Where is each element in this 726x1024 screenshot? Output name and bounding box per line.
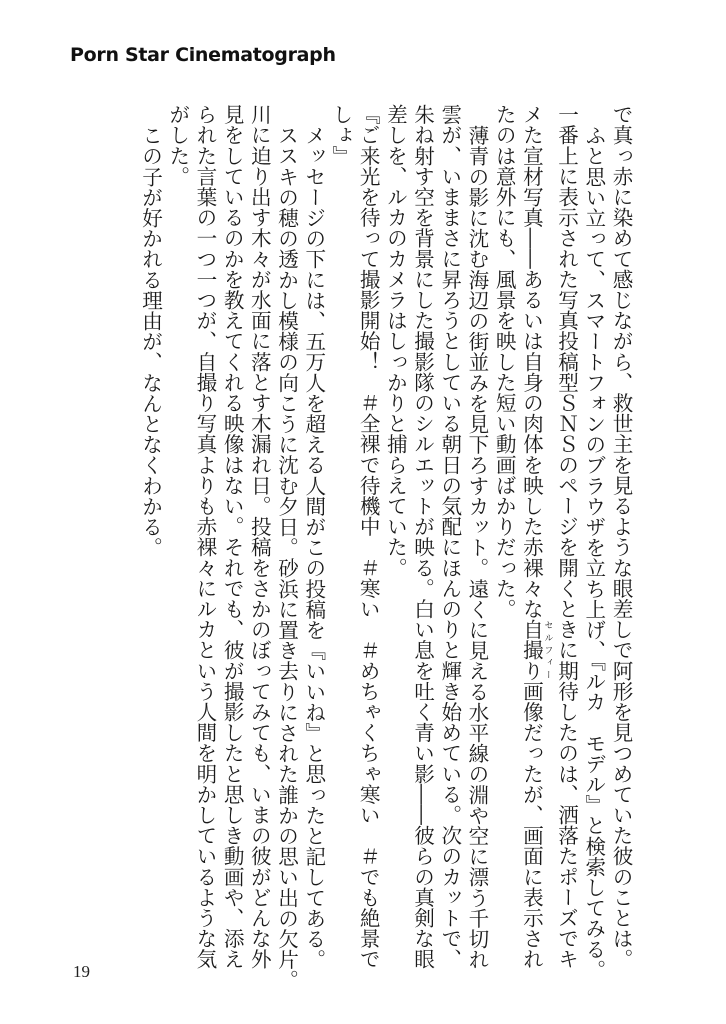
text-line: たのは意外にも、風景を映した短い動画ばかりだった。	[492, 104, 517, 619]
text-line: 川に迫り出す木々が水面に落とす木漏れ日。投稿をさかのぼってみても、いまの彼がどんな外	[247, 104, 272, 970]
ruby-reading: セルフィー	[542, 619, 553, 681]
text-line: しょ』	[328, 104, 353, 166]
vertical-body-text	[136, 104, 634, 990]
text-line: 雲が、いままさに昇ろうとしている朝日の気配にほんのりと輝き始めている。次のカットで、	[437, 104, 462, 970]
text-line: 差しを、ルカのカメラはしっかりと捕らえていた。	[383, 104, 408, 578]
page-number: 19	[73, 962, 90, 981]
text-line: がした。	[165, 104, 190, 187]
text-line: 一番上に表示された写真投稿型ＳＮＳのページを開くときに期待したのは、洒落たポーズでキ	[554, 104, 579, 970]
text-line: 薄青の影に沈む海辺の街並みを見下ろすカット。遠くに見える水平線の淵や空に漂う千切れ	[464, 124, 489, 970]
ruby-annotation	[519, 619, 553, 681]
text-segment: メた宣材写真――あるいは自身の肉体を映した赤裸々な	[519, 104, 544, 619]
text-line: ススキの穂の透かし模様の向こうに沈む夕日。砂浜に置き去りにされた誰かの思い出の欠片。	[274, 124, 299, 990]
text-line: ふと思い立って、スマートフォンのブラウザを立ち上げ、『ルカ モデル』と検索してみる。	[581, 124, 606, 980]
text-line: 見をしているのかを教えてくれる映像はない。それでも、彼が撮影したと思しき動画や、添え	[220, 104, 245, 970]
text-line: メッセージの下には、五万人を超える人間がこの投稿を『いいね』と思ったと記してある。	[301, 124, 326, 970]
text-line: で真っ赤に染めて感じながら、救世主を見るような眼差しで阿形を見つめていた彼のことは。	[609, 104, 633, 970]
text-segment: 画像だったが、画面に表示され	[519, 680, 544, 970]
running-head-title: Porn Star Cinematograph	[70, 44, 336, 66]
text-line-with-ruby	[517, 104, 553, 970]
text-line: 『ご来光を待って撮影開始！ ＃全裸で待機中 ＃寒い ＃めちゃくちゃ寒い ＃でも絶景で	[356, 104, 381, 970]
text-line: られた言葉の一つ一つが、自撮り写真よりも赤裸々にルカという人間を明かしているような気	[192, 104, 217, 970]
text-line: 朱ね射す空を背景にした撮影隊のシルエットが映る。白い息を吐く青い影――彼らの真剣な眼	[410, 104, 435, 970]
text-line: この子が好かれる理由が、なんとなくわかる。	[138, 124, 163, 558]
ruby-base: 自撮り	[519, 619, 544, 681]
